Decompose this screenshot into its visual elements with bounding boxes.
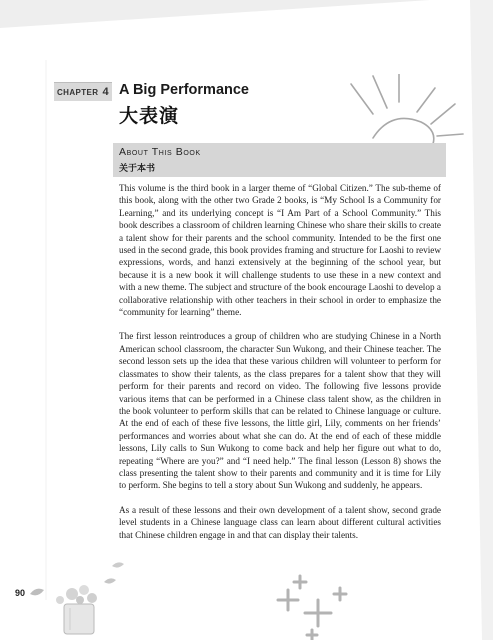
page-number: 90 — [15, 588, 26, 598]
chapter-title: A Big Performance — [119, 82, 249, 98]
flower-pot-icon — [56, 585, 97, 634]
paragraph-1: This volume is the third book in a larger theme of “Global Citizen.” The sub-theme of this book, along with the other two Grade 2 books, is “My School Is a Community for Learning,” and its underlying concept is “I Am Part of a School Community.” This book describes a classroom of children learning Chinese who share their skills to create a talent show for their parents and the school community. Intended to be the first one used in the second grade, this book provides framing and structure for Laoshi to review expressions, words, and hanzi extensively at the beginning of the school year, but because it is a new book it will challenge students to use these in a new context and with a new theme. The subject and structure of the book encourage Laoshi to develop a collaborative relationship with other teachers in their school in order to emphasize the “community for learning” theme. — [119, 183, 441, 318]
paragraph-2: The first lesson reintroduces a group of children who are studying Chinese in a North American school classroom, the character Sun Wukong, and their Chinese teacher. The second lesson sets up the idea that these various children will volunteer to perform for classmates to show their talents, as the class prepares for a talent show that they will perform for their parents and record on video. The following five lessons provide various items that can be performed in a Chinese class talent show, as the children in the book volunteer to perform skills that can be related to Chinese language or culture. At the end of each of these five lessons, the little girl, Lily, comments on her friends’ performances and worries about what she can do. At the end of each of these middle lessons, Lily calls to Sun Wukong to come back and help her figure out what to do, repeating “Where are you?” and “I need help.” The final lesson (Lesson 8) shows the class presenting the talent show to their parents and community and it is time for Lily to perform. She begins to tell a story about Sun Wukong and suddenly, he appears. — [119, 331, 441, 491]
sun-doodle-icon — [343, 74, 468, 146]
about-this-book-header — [113, 143, 446, 177]
bottom-decoration — [0, 560, 493, 640]
chapter-number: 4 — [102, 86, 109, 98]
chapter-tab — [54, 82, 112, 101]
chapter-title-chinese: 大表演 — [119, 105, 180, 127]
about-title: About This Book — [119, 146, 201, 158]
paragraph-3: As a result of these lessons and their own development of a talent show, second grade level students in a Chinese language class can learn about different cultural activities that Chinese children engage in and that can display their talents. — [119, 504, 441, 540]
leaf-icon — [30, 562, 124, 595]
chapter-label: CHAPTER — [57, 87, 99, 97]
about-title-chinese: 关于本书 — [119, 164, 156, 174]
body-text — [119, 182, 441, 553]
sparkle-icon — [278, 576, 346, 640]
